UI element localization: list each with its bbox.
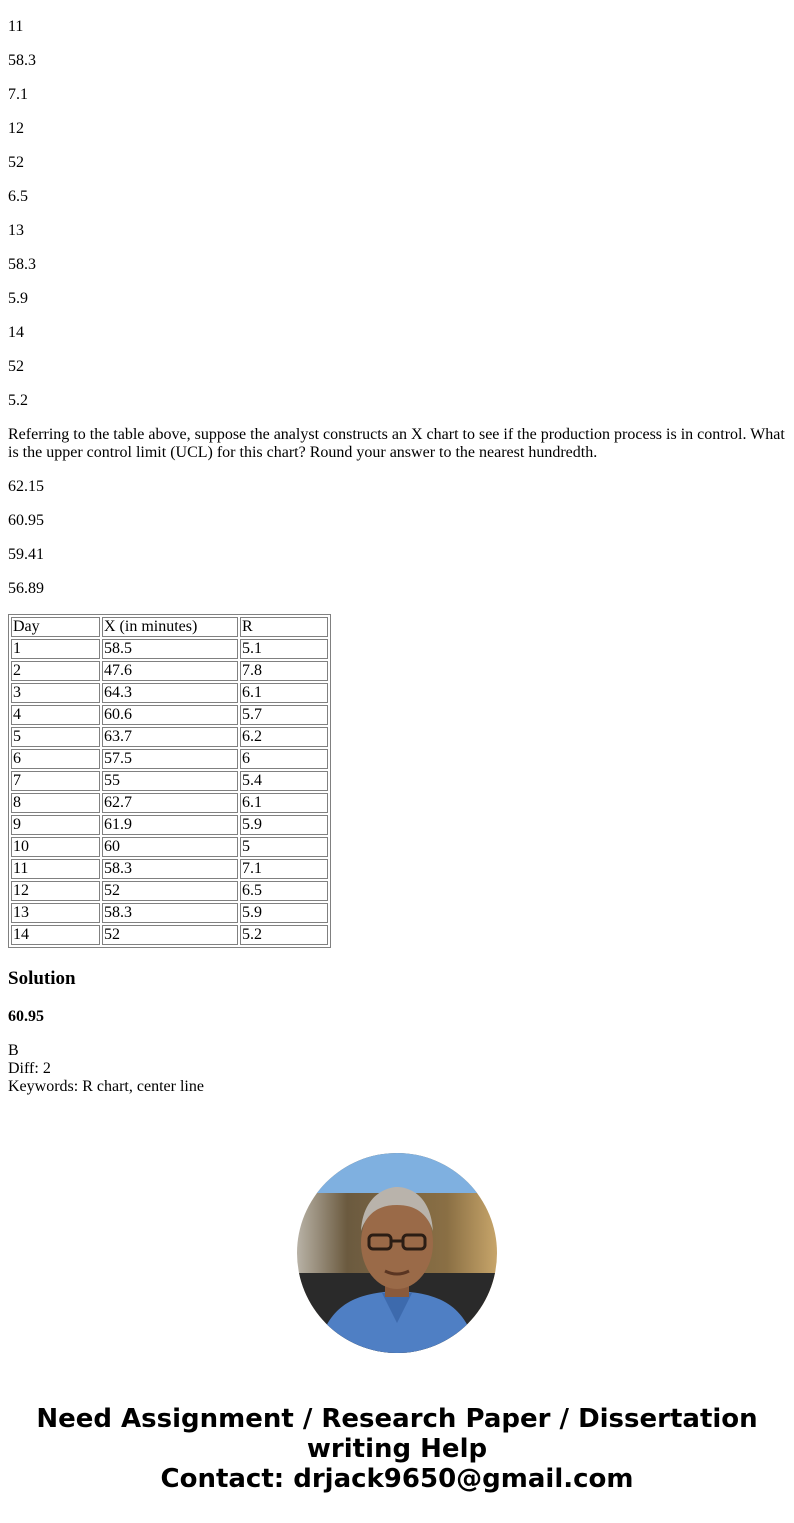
value-text: 11: [8, 18, 24, 35]
table-cell: 5: [240, 837, 328, 857]
solution-answer: 60.95: [8, 1008, 44, 1025]
explanation-line: B: [8, 1042, 19, 1059]
table-row: [11, 837, 328, 857]
table-cell: 57.5: [102, 749, 238, 769]
table-cell: 62.7: [102, 793, 238, 813]
table-cell: 58.5: [102, 639, 238, 659]
table-cell: 6.2: [240, 727, 328, 747]
promo-contact: Contact: drjack9650@gmail.com: [160, 1464, 634, 1494]
top-values-list: [8, 0, 788, 410]
table-cell: 6: [240, 749, 328, 769]
value-text: [8, 0, 788, 2]
choice-text: 59.41: [8, 546, 44, 563]
table-cell: 2: [11, 661, 100, 681]
table-row: [11, 771, 328, 791]
table-cell: 5.9: [240, 815, 328, 835]
table-cell: 6.1: [240, 683, 328, 703]
answer-choices: [8, 478, 788, 598]
table-row: [11, 881, 328, 901]
explanation-line: Keywords: R chart, center line: [8, 1078, 204, 1095]
value-text: 58.3: [8, 256, 36, 273]
value-text: 52: [8, 358, 24, 375]
table-cell: 64.3: [102, 683, 238, 703]
value-text: 5.9: [8, 290, 28, 307]
table-cell: 3: [11, 683, 100, 703]
promo-line: Need Assignment / Research Paper / Dissertation: [36, 1404, 758, 1434]
table-row: [11, 683, 328, 703]
table-cell: 4: [11, 705, 100, 725]
question-text: Referring to the table above, suppose the analyst constructs an X chart to see if the production process is in control. What is the upper control limit (UCL) for this chart? Round your answer to the nearest hundredth.: [8, 426, 785, 461]
value-text: 12: [8, 120, 24, 137]
table-cell: 5.1: [240, 639, 328, 659]
table-cell: 8: [11, 793, 100, 813]
value-text: 7.1: [8, 86, 28, 103]
promo-banner: [0, 1404, 794, 1494]
table-cell: 6: [11, 749, 100, 769]
value-text: 13: [8, 222, 24, 239]
table-header-cell: X (in minutes): [102, 617, 238, 637]
value-text: 58.3: [8, 52, 36, 69]
solution-explanation: [8, 1042, 788, 1096]
table-cell: 6.1: [240, 793, 328, 813]
table-cell: 11: [11, 859, 100, 879]
table-cell: 58.3: [102, 859, 238, 879]
document-body: [8, 0, 788, 1096]
table-cell: 47.6: [102, 661, 238, 681]
table-cell: 7.1: [240, 859, 328, 879]
table-cell: 63.7: [102, 727, 238, 747]
table-cell: 13: [11, 903, 100, 923]
data-table: [8, 614, 331, 948]
choice-text: 62.15: [8, 478, 44, 495]
table-row: [11, 661, 328, 681]
value-text: 6.5: [8, 188, 28, 205]
value-text: 14: [8, 324, 24, 341]
table-cell: 58.3: [102, 903, 238, 923]
table-cell: 9: [11, 815, 100, 835]
explanation-line: Diff: 2: [8, 1060, 51, 1077]
table-header-cell: Day: [11, 617, 100, 637]
table-row: [11, 815, 328, 835]
table-row: [11, 859, 328, 879]
table-cell: 60: [102, 837, 238, 857]
table-header-row: [11, 617, 328, 637]
table-row: [11, 639, 328, 659]
author-photo: [297, 1153, 497, 1353]
solution-heading: Solution: [8, 968, 76, 989]
table-cell: 5.9: [240, 903, 328, 923]
table-cell: 14: [11, 925, 100, 945]
table-cell: 7.8: [240, 661, 328, 681]
table-cell: 5: [11, 727, 100, 747]
table-cell: 12: [11, 881, 100, 901]
table-cell: 5.4: [240, 771, 328, 791]
table-cell: 61.9: [102, 815, 238, 835]
choice-text: 60.95: [8, 512, 44, 529]
table-cell: 1: [11, 639, 100, 659]
table-cell: 60.6: [102, 705, 238, 725]
table-cell: 6.5: [240, 881, 328, 901]
table-cell: 55: [102, 771, 238, 791]
promo-line: writing Help: [306, 1434, 488, 1464]
table-cell: 5.7: [240, 705, 328, 725]
table-row: [11, 793, 328, 813]
table-row: [11, 749, 328, 769]
table-cell: 10: [11, 837, 100, 857]
table-row: [11, 925, 328, 945]
table-cell: 52: [102, 925, 238, 945]
table-cell: 7: [11, 771, 100, 791]
table-cell: 5.2: [240, 925, 328, 945]
table-row: [11, 727, 328, 747]
avatar: [297, 1153, 497, 1353]
table-header-cell: R: [240, 617, 328, 637]
value-text: 52: [8, 154, 24, 171]
table-cell: 52: [102, 881, 238, 901]
value-text: 5.2: [8, 392, 28, 409]
table-row: [11, 705, 328, 725]
table-row: [11, 903, 328, 923]
choice-text: 56.89: [8, 580, 44, 597]
